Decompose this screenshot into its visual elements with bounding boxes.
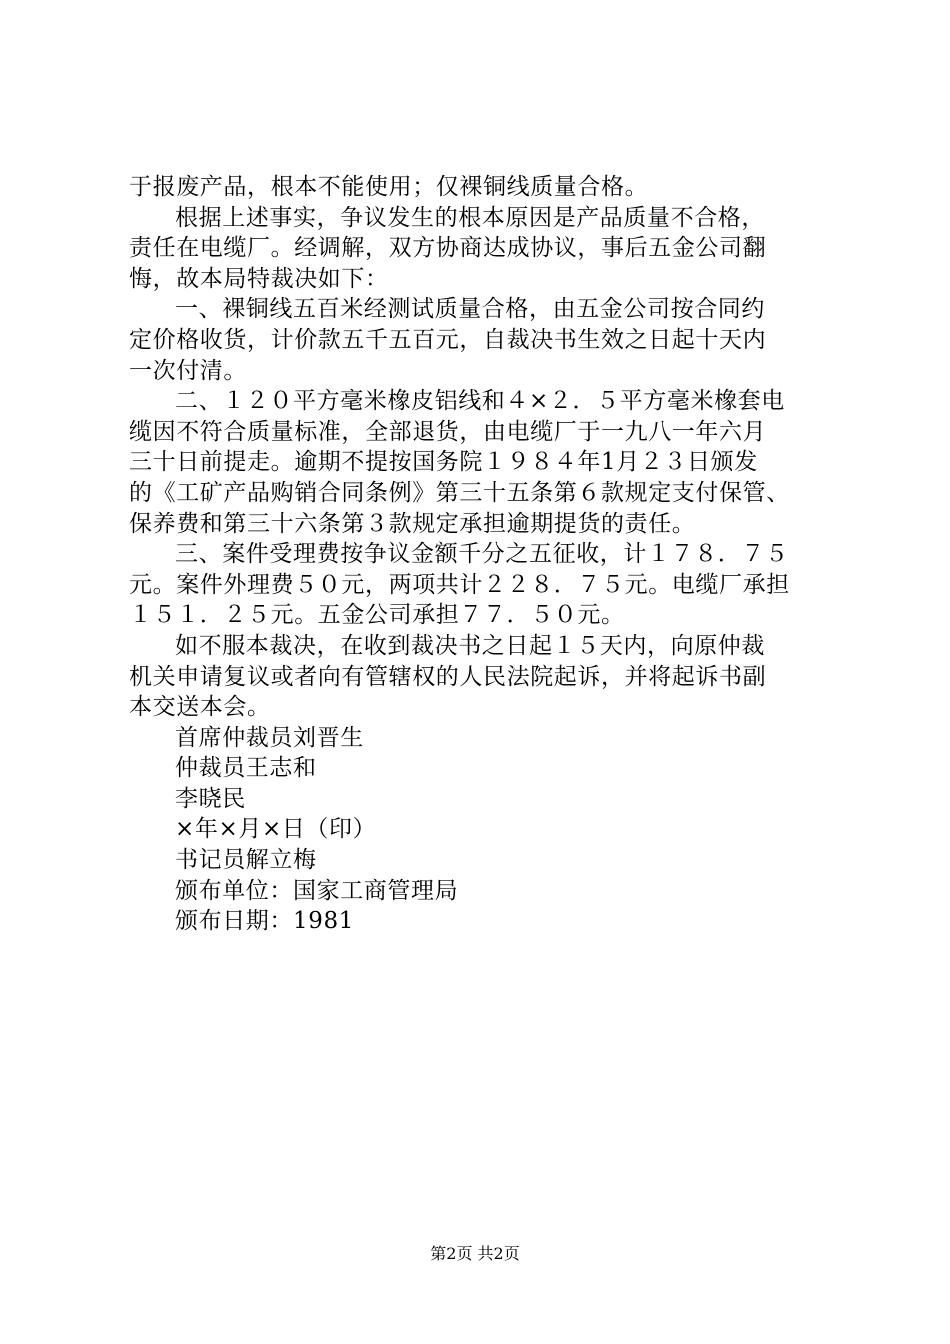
page-footer: 第2页 共2页	[430, 1244, 520, 1263]
text-line: 于报废产品，根本不能使用；仅裸铜线质量合格。	[129, 174, 649, 200]
text-line: 二、１２０平方毫米橡皮铝线和４×２．５平方毫米橡套电	[175, 388, 785, 415]
text-line: 保养费和第三十六条第３款规定承担逾期提货的责任。	[129, 510, 696, 537]
text-line: 定价格收货，计价款五千五百元，自裁决书生效之日起十天内	[129, 326, 767, 353]
text-line: 本交送本会。	[129, 694, 271, 721]
text-line: 颁布单位：国家工商管理局	[175, 877, 459, 904]
text-line: １５１．２５元。五金公司承担７７．５０元。	[129, 602, 625, 629]
text-line: 悔，故本局特裁决如下：	[129, 265, 389, 292]
text-line: 颁布日期：1981	[175, 908, 354, 935]
text-line: 一、裸铜线五百米经测试质量合格，由五金公司按合同约	[175, 296, 765, 323]
text-line: 首席仲裁员刘晋生	[175, 724, 364, 751]
text-line: 缆因不符合质量标准，全部退货，由电缆厂于一九八一年六月	[129, 418, 767, 445]
text-line: 三、案件受理费按争议金额千分之五征收，计１７８．７５	[175, 541, 789, 568]
text-line: 的《工矿产品购销合同条例》第三十五条第６款规定支付保管、	[129, 479, 790, 506]
text-line: 责任在电缆厂。经调解，双方协商达成协议，事后五金公司翻	[129, 235, 767, 262]
text-line: 根据上述事实，争议发生的根本原因是产品质量不合格，	[175, 204, 765, 231]
text-line: ×年×月×日（印）	[175, 816, 377, 843]
text-line: 一次付清。	[129, 357, 247, 384]
text-line: 如不服本裁决，在收到裁决书之日起１５天内，向原仲裁	[175, 632, 765, 659]
document-body	[129, 172, 849, 937]
text-line: 三十日前提走。逾期不提按国务院１９８４年1月２３日颁发	[129, 449, 758, 476]
text-line: 元。案件外理费５０元，两项共计２２８．７５元。电缆厂承担	[129, 571, 790, 598]
text-line: 书记员解立梅	[175, 847, 317, 874]
text-line: 机关申请复议或者向有管辖权的人民法院起诉，并将起诉书副	[129, 663, 767, 690]
text-line: 仲裁员王志和	[175, 755, 317, 782]
text-line: 李晓民	[175, 785, 246, 812]
